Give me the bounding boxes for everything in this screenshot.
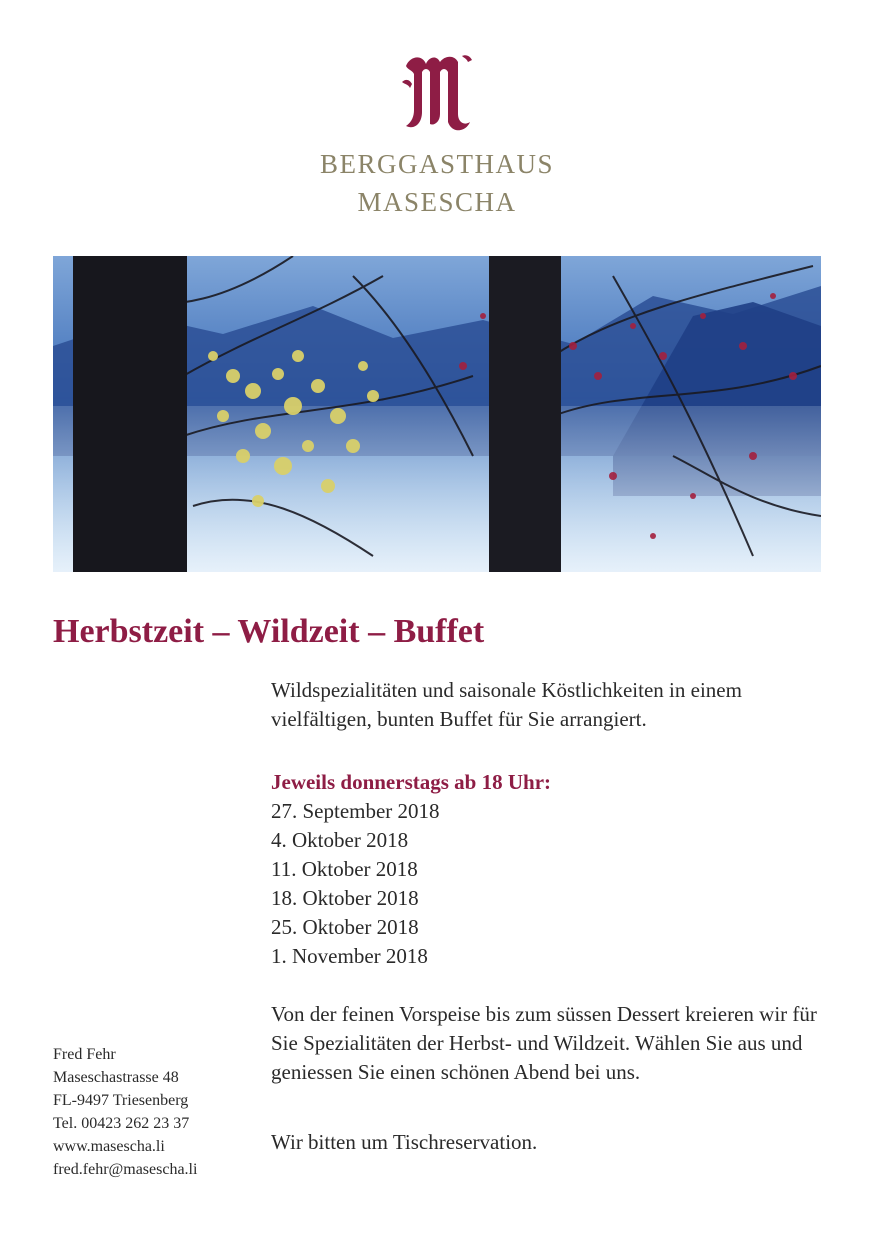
contact-email-link[interactable]: fred.fehr@masescha.li [53, 1161, 198, 1178]
brand-name-line-2: MASESCHA [357, 187, 517, 217]
headline: Herbstzeit – Wildzeit – Buffet [53, 613, 485, 650]
contact-city: FL-9497 Triesenberg [53, 1092, 189, 1109]
date-item: 18. Oktober 2018 [271, 886, 419, 910]
contact-phone: Tel. 00423 262 23 37 [53, 1115, 190, 1132]
contact-block [53, 1043, 263, 1181]
description-text: Von der feinen Vorspeise bis zum süssen Dessert kreieren wir für Sie Spezialitäten der Herbst- und Wildzeit. Wählen Sie aus und geniessen Sie einen schönen Abend bei uns. [271, 1002, 817, 1084]
intro-text: Wildspezialitäten und saisonale Köstlichkeiten in einem vielfältigen, bunten Buffet für Sie arrangiert. [271, 678, 742, 731]
contact-website-link[interactable]: www.masescha.li [53, 1138, 165, 1155]
gothic-m-logo-icon [400, 52, 474, 134]
date-item: 27. September 2018 [271, 799, 440, 823]
header-photo [53, 256, 821, 572]
date-list [271, 797, 831, 971]
date-item: 25. Oktober 2018 [271, 915, 419, 939]
main-content [271, 676, 831, 1157]
contact-name: Fred Fehr [53, 1046, 116, 1063]
brand-name-line-1: BERGGASTHAUS [319, 149, 555, 179]
contact-street: Maseschastrasse 48 [53, 1069, 179, 1086]
date-item: 11. Oktober 2018 [271, 857, 418, 881]
date-item: 4. Oktober 2018 [271, 828, 409, 852]
reservation-text: Wir bitten um Tischreservation. [271, 1130, 538, 1154]
date-item: 1. November 2018 [271, 944, 428, 968]
schedule-heading: Jeweils donnerstags ab 18 Uhr: [271, 770, 552, 794]
